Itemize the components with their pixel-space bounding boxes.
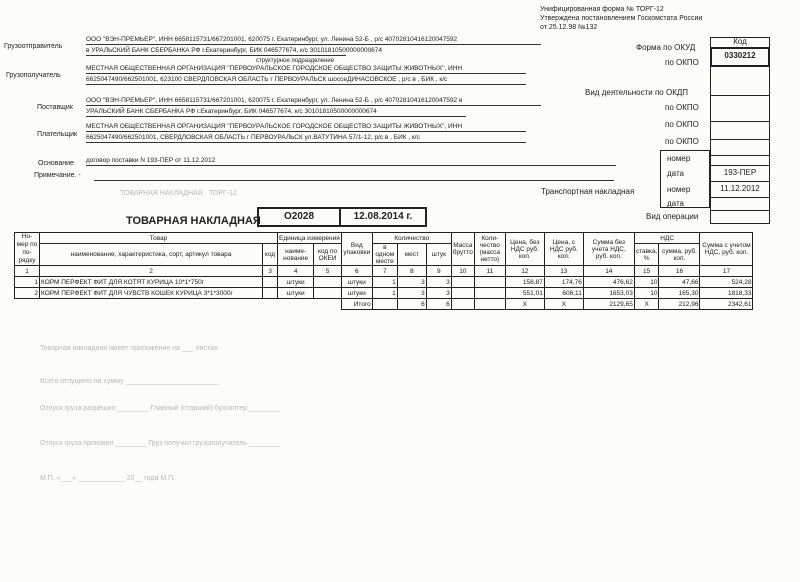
total-net: [474, 299, 505, 310]
goods-table: [14, 232, 753, 310]
col-num: 17: [700, 266, 753, 277]
col-num: 5: [314, 266, 342, 277]
form-line-1: Унифицированная форма № ТОРГ-12: [540, 6, 664, 13]
operation-label: Вид операции: [646, 212, 699, 221]
row-name: КОРМ ПЕРФЕКТ ФИТ ДЛЯ КОТЯТ КУРИЦА 10*1*750г: [40, 277, 263, 288]
row-okei: [314, 277, 342, 288]
code-box: [710, 37, 770, 224]
row-places: 3: [397, 288, 426, 299]
th-unit: Единица измерения: [279, 234, 340, 242]
th-goods-sub: наименование, характеристика, сорт, артикул товара: [40, 244, 263, 266]
note-line: [94, 180, 614, 181]
col-num: 11: [474, 266, 505, 277]
col-num: 16: [659, 266, 700, 277]
supplier-label: Поставщик: [37, 104, 73, 111]
basis-value: договор поставки N 193-ПЕР от 11.12.2012: [86, 158, 616, 166]
col-num: 2: [40, 266, 263, 277]
okpo-label-4: по ОКПО: [665, 137, 699, 146]
col-num: 6: [341, 266, 372, 277]
total-x1: X: [505, 299, 544, 310]
shipper-line-2: в УРАЛЬСКИЙ БАНК СБЕРБАНКА РФ г.Екатеринбург, БИК 046577674, к/с 30101810500000000674: [86, 47, 383, 54]
col-num: 8: [397, 266, 426, 277]
row-total: 524,28: [700, 277, 753, 288]
okud-label: Форма по ОКУД: [636, 43, 696, 52]
col-num: 12: [505, 266, 544, 277]
th-pack: Вид упаковки: [341, 233, 372, 266]
row-sum: 1653,03: [583, 288, 634, 299]
code-row: [711, 95, 769, 96]
row-gross: [451, 288, 474, 299]
form-line-2: Утверждена постановлением Госкомстата России: [540, 15, 703, 22]
doc-title: ТОВАРНАЯ НАКЛАДНАЯ: [126, 215, 261, 227]
th-num: Но-мер по по-рядку: [15, 233, 40, 266]
date-label: дата: [667, 169, 684, 178]
okpo-label-3: по ОКПО: [665, 120, 699, 129]
col-num: 1: [15, 266, 40, 277]
okdp-label: Вид деятельности по ОКДП: [585, 88, 689, 97]
th-places: мест: [397, 244, 426, 266]
col-num: 4: [278, 266, 314, 277]
total-gross: [451, 299, 474, 310]
transport-number-label: номер: [667, 185, 691, 194]
col-num: 10: [451, 266, 474, 277]
total-pieces: 6: [426, 299, 451, 310]
col-num: 15: [634, 266, 659, 277]
okud-value: 0330212: [710, 47, 770, 67]
row-gross: [451, 277, 474, 288]
payer-line-2: 6625047490/662501001, СВЕРДЛОВСКАЯ ОБЛАСТЬ г ПЕРВОУРАЛЬСК ул.ВАТУТИНА 57/1-12, р/с в , БИК , к/с: [86, 135, 526, 143]
number-label: номер: [667, 154, 691, 163]
okpo-label-2: по ОКПО: [665, 103, 699, 112]
column-number-row: [15, 266, 753, 277]
row-vat: 47,66: [659, 277, 700, 288]
row-price: 551,01: [505, 288, 544, 299]
th-code: код: [263, 244, 278, 266]
col-num: 13: [544, 266, 583, 277]
th-goods: Товар: [40, 233, 278, 244]
th-rate: ставка, %: [634, 244, 659, 266]
total-total: 2342,61: [700, 299, 753, 310]
th-one-place: в одном месте: [372, 244, 397, 266]
th-sum: Сумма без учета НДС, руб. коп.: [583, 233, 634, 266]
th-pieces: штук: [426, 244, 451, 266]
total-label: Итого: [341, 299, 372, 310]
row-rate: 10: [634, 277, 659, 288]
form-line-3: от 25.12.98 №132: [540, 24, 598, 31]
okpo-label-1: по ОКПО: [665, 58, 699, 67]
row-name: КОРМ ПЕРФЕКТ ФИТ ДЛЯ ЧУВСТВ КОШЕК КУРИЦА 3*1*3000г: [40, 288, 263, 299]
row-num: 2: [15, 288, 40, 299]
row-code: [263, 288, 278, 299]
row-unit: штуки: [278, 288, 314, 299]
row-one: 1: [372, 277, 397, 288]
row-unit: штуки: [278, 277, 314, 288]
shipper-label: Грузоотправитель: [4, 43, 63, 50]
total-sum: 2129,65: [583, 299, 634, 310]
code-row: [711, 197, 769, 198]
shipper-sub: структурное подразделение: [256, 58, 335, 64]
code-row: [711, 121, 769, 122]
th-qty: Количество: [372, 233, 451, 244]
col-num: 3: [263, 266, 278, 277]
row-code: [263, 277, 278, 288]
consignee-line-1: МЕСТНАЯ ОБЩЕСТВЕННАЯ ОРГАНИЗАЦИЯ "ПЕРВОУРАЛЬСКОЕ ГОРОДСКОЕ ОБЩЕСТВО ЗАЩИТЫ ЖИВОТНЫХ", ИНН: [86, 66, 526, 74]
col-num: 7: [372, 266, 397, 277]
transport-label: Транспортная накладная: [541, 187, 635, 196]
row-num: 1: [15, 277, 40, 288]
row-net: [474, 288, 505, 299]
note-label: Примечание. -: [34, 172, 81, 179]
row-one: 1: [372, 288, 397, 299]
row-pieces: 3: [426, 288, 451, 299]
total-vat: 212,96: [659, 299, 700, 310]
doc-number-value: 193-ПЕР: [711, 165, 769, 180]
invoice-page: Унифицированная форма № ТОРГ-12 Утверждена постановлением Госкомстата России от 25.12.98 №132 Код 0330212 193-ПЕР 11.12.2012 Форма по ОКУД по ОКПО Вид деятельности по ОКДП по ОКПО по ОКПО по ОКПО номер дата номер дата Транспортная накладная Вид операции Грузоотправитель ООО "ВЭН-ПРЕМЬЕР", ИНН 6658115731/667201001, 620075 г. Екатеринбург, ул. Ленина 52-Б , р/с 40702810416120047592 в УРАЛЬСКИЙ БАНК СБЕРБАНКА РФ г.Екатеринбург, БИК 046577674, к/с 30101810500000000674 структурное подразделение Грузополучатель МЕСТНАЯ ОБЩЕСТВЕННАЯ ОРГАНИЗАЦИЯ "ПЕРВОУРАЛЬСКОЕ ГОРОДСКОЕ ОБЩЕСТВО ЗАЩИТЫ ЖИВОТНЫХ", ИНН 6625047490/662501001, 623100 СВЕРДЛОВСКАЯ ОБЛАСТЬ г ПЕРВОУРАЛЬСК шоссеДИНАСОВСКОЕ , р/с в , БИК , к/с Поставщик ООО "ВЭН-ПРЕМЬЕР", ИНН 6658115731/667201001, 620075 г. Екатеринбург, ул. Ленина 52-Б , р/с 40702810416120047592 в УРАЛЬСКИЙ БАНК СБЕРБАНКА РФ г.Екатеринбург, БИК 046577674, к/с 30101810500000000674 Плательщик МЕСТНАЯ ОБЩЕСТВЕННАЯ ОРГАНИЗАЦИЯ "ПЕРВОУРАЛЬСКОЕ ГОРОДСКОЕ ОБЩЕСТВО ЗАЩИТЫ ЖИВОТНЫХ", ИНН 6625047490/662501001, СВЕРДЛОВСКАЯ ОБЛАСТЬ г ПЕРВОУРАЛЬСК ул.ВАТУТИНА 57/1-12, р/с в , БИК , к/с Основание договор поставки N 193-ПЕР от 11.12.2012 Примечание. - ТОВАРНАЯ НАКЛАДНАЯ · ТОРГ-12 Товарная накладная имеет приложение на ___ листах Всего отпущено на сумму ________________________ Отпуск груза разрешил ________ Главный (старший) бухгалтер ________ Отпуск груза произвел ________ Груз получил грузополучатель ________ М.П. «___» ____________ 20__ года М.П. ТОВАРНАЯ НАКЛАДНАЯ О2028 12.08.2014 г. Но-мер по по-рядку Товар Единица измерения Вид упаковки Количество Масса брутто Коли-чество (масса нетто) Цена, без НДС руб. коп. Цена, с НДС руб. коп. Сумма без учета НДС, руб. коп. НДС Сумма с учетом НДС, руб. коп. наименование, характеристика, сорт, артикул товара код наиме-нование код по ОКЕИ в одном месте мест штук ставка, % сумма, руб. коп. 1 2 3 4 5 6 7 8 9 10 11 12 13 14 15 16 17 1 КОРМ ПЕРФЕКТ ФИТ ДЛЯ КОТЯТ КУРИЦА 10*1*750г штуки штуки 1 3 3 158,87 174,76 476,62 10 47,66 524,28 2 КОРМ ПЕРФЕКТ ФИТ ДЛЯ ЧУВСТВ КОШЕК КУРИЦА 3*1*3000г штуки штуки 1 3 3 551,01 606,11 1653,03 10 165,30 1818,33 Итого 6 6 X X 2129,65 X 212,96 2342,61: [0, 0, 800, 582]
basis-label: Основание: [38, 160, 74, 167]
doc-date: 12.08.2014 г.: [353, 211, 413, 222]
row-okei: [314, 288, 342, 299]
row-sum: 476,62: [583, 277, 634, 288]
transport-date-label: дата: [667, 199, 684, 208]
th-price: Цена, без НДС руб. коп.: [505, 233, 544, 266]
th-gross: Масса брутто: [451, 233, 474, 266]
doc-number: О2028: [259, 209, 341, 225]
doc-number-date-box: [257, 207, 427, 227]
row-price: 158,87: [505, 277, 544, 288]
total-row: [15, 299, 753, 310]
col-num: 14: [583, 266, 634, 277]
row-price-vat: 174,76: [544, 277, 583, 288]
total-places: 6: [397, 299, 426, 310]
consignee-label: Грузополучатель: [6, 72, 61, 79]
code-row: [711, 155, 769, 156]
row-places: 3: [397, 277, 426, 288]
row-vat: 165,30: [659, 288, 700, 299]
code-row: [711, 139, 769, 140]
payer-line-1: МЕСТНАЯ ОБЩЕСТВЕННАЯ ОРГАНИЗАЦИЯ "ПЕРВОУРАЛЬСКОЕ ГОРОДСКОЕ ОБЩЕСТВО ЗАЩИТЫ ЖИВОТНЫХ", ИНН: [86, 124, 526, 132]
table-row: [15, 288, 753, 299]
th-net: Коли-чество (масса нетто): [474, 233, 505, 266]
th-price-vat: Цена, с НДС руб. коп.: [544, 233, 583, 266]
row-pieces: 3: [426, 277, 451, 288]
col-num: 9: [426, 266, 451, 277]
total-one: [372, 299, 397, 310]
supplier-line-2: УРАЛЬСКИЙ БАНК СБЕРБАНКА РФ г.Екатеринбург, БИК 046577674, к/с 30101810500000000674: [86, 109, 466, 117]
total-rate-x: X: [634, 299, 659, 310]
shipper-line-1: ООО "ВЭН-ПРЕМЬЕР", ИНН 6658115731/667201001, 620075 г. Екатеринбург, ул. Ленина 52-Б , р/с 40702810416120047592: [86, 37, 541, 45]
doc-date-value: 11.12.2012: [711, 181, 769, 196]
consignee-line-2: 6625047490/662501001, 623100 СВЕРДЛОВСКАЯ ОБЛАСТЬ г ПЕРВОУРАЛЬСК шоссеДИНАСОВСКОЕ , р/с в , БИК , к/с: [86, 77, 526, 85]
th-unit-name: наиме-нование: [278, 244, 314, 266]
row-pack: штуки: [341, 277, 372, 288]
table-row: [15, 277, 753, 288]
th-total: Сумма с учетом НДС, руб. коп.: [700, 233, 753, 266]
code-row: [711, 210, 769, 211]
row-total: 1818,33: [700, 288, 753, 299]
payer-label: Плательщик: [37, 131, 78, 138]
row-pack: штуки: [341, 288, 372, 299]
code-header: Код: [733, 37, 747, 46]
row-price-vat: 606,11: [544, 288, 583, 299]
supplier-line-1: ООО "ВЭН-ПРЕМЬЕР", ИНН 6658115731/667201001, 620075 г. Екатеринбург, ул. Ленина 52-Б , р/с 40702810416120047592 в: [86, 98, 541, 106]
th-vat-sum: сумма, руб. коп.: [659, 244, 700, 266]
th-unit-okei: код по ОКЕИ: [314, 244, 342, 266]
total-x2: X: [544, 299, 583, 310]
th-vat: НДС: [634, 233, 700, 244]
row-net: [474, 277, 505, 288]
row-rate: 10: [634, 288, 659, 299]
